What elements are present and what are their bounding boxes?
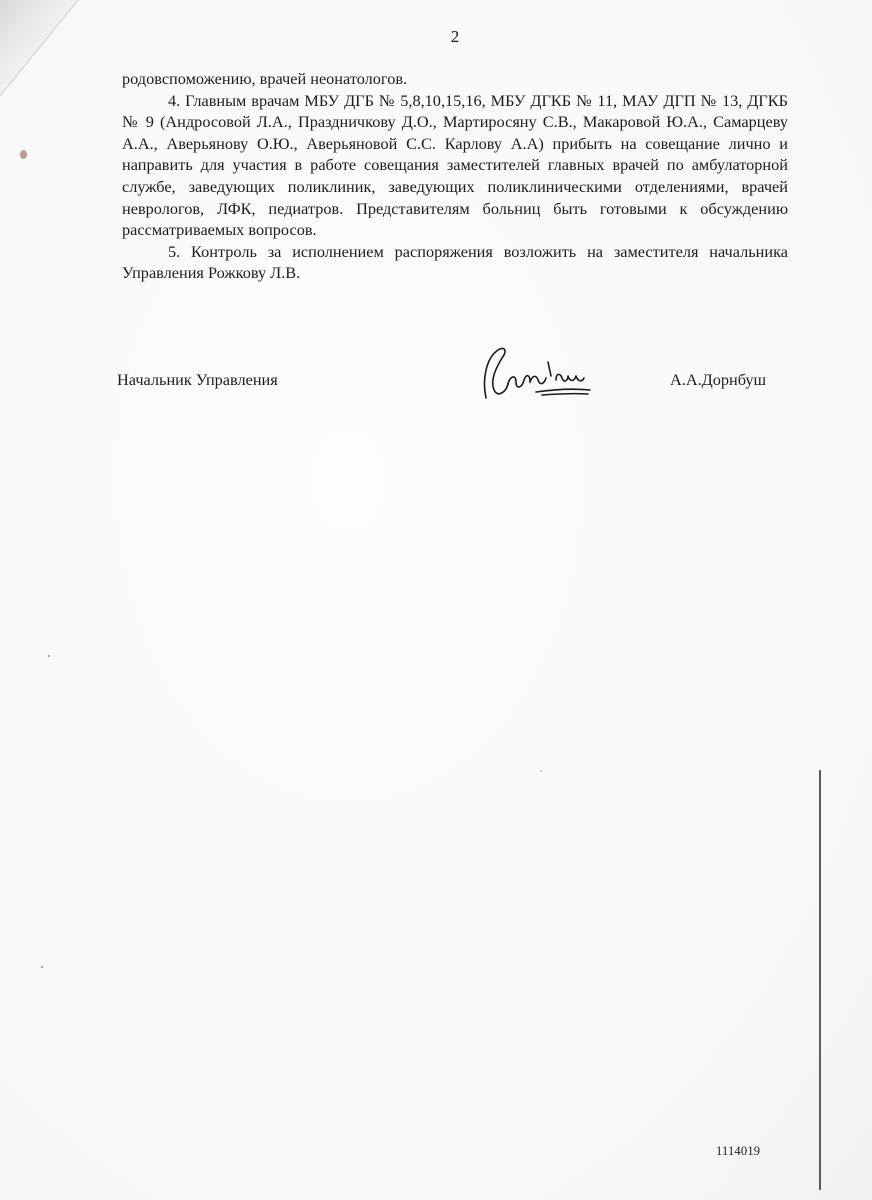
- page-corner-fold: [0, 0, 110, 110]
- document-code: 1114019: [716, 1144, 761, 1158]
- scan-speck: [20, 150, 27, 159]
- document-body: [122, 68, 788, 284]
- scan-dot: [48, 655, 50, 657]
- handwritten-signature-icon: [472, 340, 602, 410]
- scan-edge-line: [819, 770, 821, 1190]
- paragraph-item-5: 5. Контроль за исполнением распоряжения возложить на заместителя начальника Управления Рожкову Л.В.: [122, 241, 788, 283]
- page-number: 2: [450, 27, 460, 46]
- scan-dot: [540, 770, 542, 772]
- paragraph-continuation: родовспоможению, врачей неонатологов.: [122, 69, 408, 88]
- signatory-name: А.А.Дорнбуш: [670, 370, 767, 389]
- signatory-title: Начальник Управления: [117, 370, 278, 389]
- paragraph-item-4: 4. Главным врачам МБУ ДГБ № 5,8,10,15,16, МБУ ДГКБ № 11, МАУ ДГП № 13, ДГКБ № 9 (Андросовой Л.А., Праздничкову Д.О., Мартиросяну С.В., Макаровой Ю.А., Самарцеву А.А., Аверьянову О.Ю., Аверьяновой С.С. Карлову А.А) прибыть на совещание лично и направить для участия в работе совещания заместителей главных врачей по амбулаторной службе, заведующих поликлиник, заведующих поликлиническими отделениями, врачей неврологов, ЛФК, педиатров. Представителям больниц быть готовыми к обсуждению рассматриваемых вопросов.: [122, 90, 788, 240]
- scan-dot: [41, 966, 43, 968]
